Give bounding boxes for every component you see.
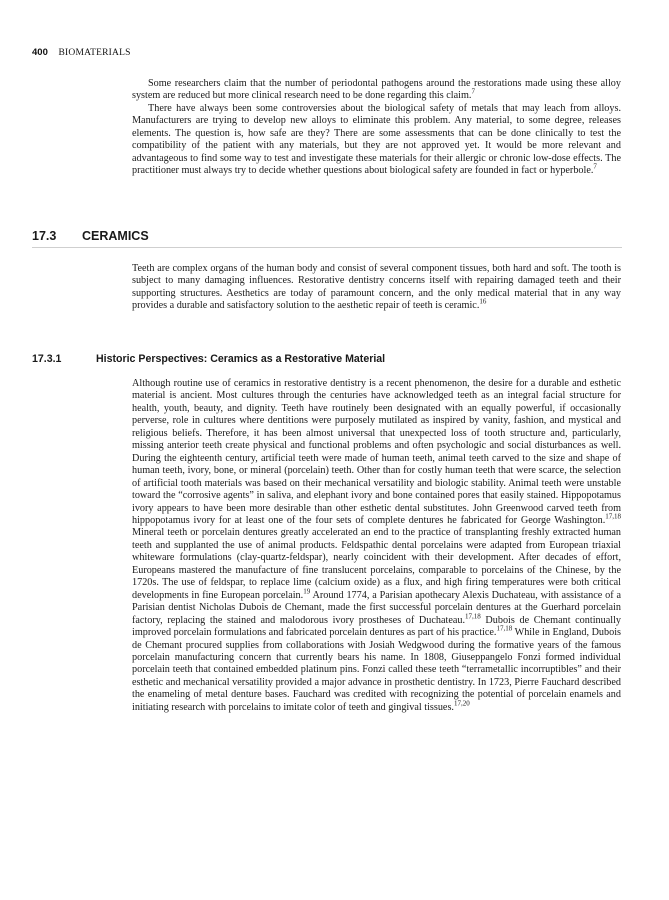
- intro-p1-text: Some researchers claim that the number of periodontal pathogens around the restorations made using these alloy system are reduced but more clinical research need to be done regarding this claim.: [132, 78, 621, 102]
- intro-paragraph-2: [132, 103, 621, 178]
- section-paragraph: [132, 263, 621, 313]
- citation: 17,18: [496, 624, 513, 633]
- text-segment: Mineral teeth or porcelain dentures greatly accelerated an end to the practice of transplanting freshly extracted human teeth and supplanted the use of animal products. Feldspathic dental porcelains were adapted from European triaxial whiteware formulations (clay-quartz-feldspar), nearly coincident with their development. After decades of effort, Europeans mastered the manufacture of fine translucent porcelains, comparable to porcelains of the Chinese, by the 1720s. The use of feldspar, to replace lime (calcium oxide) as a flux, and high firing temperatures were both critical developments in fine European porcelain.: [132, 527, 621, 601]
- citation: 17,20: [453, 699, 470, 708]
- subsection-heading: [32, 353, 622, 365]
- subsection-number: 17.3.1: [32, 353, 62, 365]
- section-title: CERAMICS: [82, 229, 149, 243]
- page-number: 400: [32, 47, 48, 58]
- text-segment: Dubois de Chemant continually improved porcelain formulations and fabricated porcelain dentures as part of his practice.: [132, 614, 621, 639]
- text-segment: Although routine use of ceramics in restorative dentistry is a recent phenomenon, the desire for a durable and esthetic material is ancient. Most cultures through the centuries have acknowledged teeth as an integral facial structure for health, youth, beauty, and dignity. Teeth have routinely been designated with an equally powerful, if occasionally perverse, role in cultures where dentitions were purposely mutilated as inspired by vanity, fashion, and mystical and religious beliefs. Therefore, it has been almost universal that unexpected loss of tooth structure and, particularly, missing anterior teeth create physical and functional problems and often psychologic and social disturbances as well. During the eighteenth century, artificial teeth were made of human teeth, animal teeth carved to the size and shape of human teeth, ivory, bone, or mineral (porcelain) teeth. Other than for costly human teeth that were scarce, the selection of artificial tooth materials was based on their mechanical versatility and biologic stability. Animal teeth were unstable toward the “corrosive agents” in saliva, and elephant ivory and bone contained pores that easily stained. Hippopotamus ivory appears to have been more desirable than other esthetic dental substitutes. John Greenwood carved teeth from hippopotamus ivory for at least one of the four sets of complete dentures he fabricated for George Washington.: [132, 378, 621, 526]
- intro-paragraph-1: [132, 78, 621, 103]
- citation: 16: [479, 297, 487, 306]
- subsection-text: [132, 378, 621, 714]
- section-number: 17.3: [32, 229, 57, 243]
- citation: 19: [303, 587, 311, 596]
- section-para-text: Teeth are complex organs of the human body and consist of several component tissues, both hard and soft. The tooth is subject to many damaging influences. Restorative dentistry concerns itself with repairing damaged teeth and their supporting structures. Aesthetics are today of paramount concern, and the only medical material that in any way provides a durable and satisfactory solution to the aesthetic repair of teeth is ceramic.: [132, 263, 621, 312]
- section-heading: [32, 229, 622, 248]
- intro-p2-text: There have always been some controversies about the biological safety of metals that may leach from alloys. Manufacturers are trying to develop new alloys to eliminate this problem. Any material, to some degree, releases elements. The question is, how safe are they? There are some assessments that can be done clinically to test the compatibility of the patient with any materials, but they are not approved yet. It would be more relevant and advantageous to find some way to test and investigate these materials for their allergic or chronic low-dose effects. The practitioner must always try to decide whether questions about biological safety are founded in fact or hyperbole.: [132, 102, 621, 177]
- subsection-paragraph: [132, 378, 621, 714]
- running-head: [32, 47, 131, 58]
- citation: 17,18: [605, 512, 621, 521]
- citation: 7: [593, 162, 597, 171]
- citation: 17,18: [465, 612, 481, 621]
- text-segment: While in England, Dubois de Chemant procured supplies from collaborations with Josiah Wedgwood during the formative years of the famous porcelain manufacturing concern that currently bears his name. In 1808, Giuseppangelo Fonzi formed individual porcelain teeth that contained embedded platinum pins. Fonzi called these teeth “terrametallic incorruptibles” and their esthetic and mechanical versatility provided a major advance in prosthetic dentistry. In 1723, Pierre Fauchard described the enameling of metal denture bases. Fauchard was credited with recognizing the potential of porcelain enamels and initiating research with porcelains to imitate color of teeth and gingival tissues.: [132, 627, 622, 713]
- intro-text: [132, 78, 621, 178]
- running-title: BIOMATERIALS: [58, 48, 131, 58]
- subsection-title: Historic Perspectives: Ceramics as a Restorative Material: [96, 353, 386, 365]
- citation: 7: [471, 88, 475, 97]
- text-segment: Around 1774, a Parisian apothecary Alexis Duchateau, with assistance of a Parisian dentist Nicholas Dubois de Chemant, made the first successful porcelain dentures at the Guerhard porcelain factory, replacing the stained and malodorous ivory prostheses of Duchateau.: [132, 589, 621, 626]
- section-text: [132, 263, 621, 313]
